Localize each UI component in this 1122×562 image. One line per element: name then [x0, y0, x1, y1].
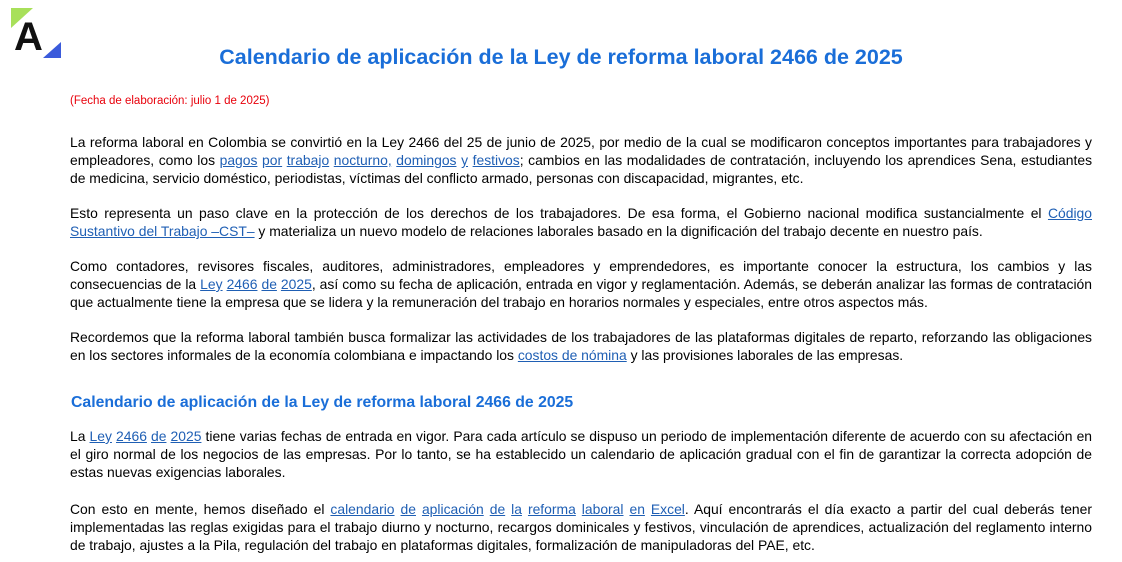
link-codigo-sustantivo[interactable]: Código Sustantivo del Trabajo –CST–: [70, 205, 1092, 239]
link-la[interactable]: la: [511, 501, 522, 517]
link-ley[interactable]: Ley: [200, 276, 223, 292]
link-pagos[interactable]: pagos: [219, 152, 258, 168]
link-de[interactable]: de: [400, 501, 416, 517]
link-trabajo[interactable]: trabajo: [286, 152, 330, 168]
elaboration-date: (Fecha de elaboración: julio 1 de 2025): [70, 95, 270, 107]
link-ley[interactable]: Ley: [89, 428, 112, 444]
link-de[interactable]: de: [151, 428, 167, 444]
link-calendario[interactable]: calendario: [330, 501, 395, 517]
link-2466[interactable]: 2466: [226, 276, 258, 292]
link-reforma[interactable]: reforma: [527, 501, 576, 517]
link-de[interactable]: de: [261, 276, 277, 292]
link-nocturno[interactable]: nocturno,: [333, 152, 392, 168]
platforms-paragraph: Recordemos que la reforma laboral también busca formalizar las actividades de los trabajadores de las plataformas digitales de reparto, reforzando las obligaciones en los sectores informales de la economía colombiana e impactando los costos de nómina y las provisiones laborales de las empresas.: [70, 329, 1092, 363]
link-por[interactable]: por: [262, 152, 283, 168]
link-en[interactable]: en: [629, 501, 645, 517]
link-domingos[interactable]: domingos: [396, 152, 457, 168]
link-y[interactable]: y: [461, 152, 469, 168]
link-costos-nomina[interactable]: costos de nómina: [517, 347, 627, 363]
link-2025[interactable]: 2025: [170, 428, 202, 444]
excel-calendar-paragraph: Con esto en mente, hemos diseñado el calendario de aplicación de la reforma laboral en Excel. Aquí encontrarás el día exacto a partir del cual deberás tener implementadas las reglas exigidas para el trabajo diurno y nocturno, recargos dominicales y festivos, vinculación de aprendices, actualización del reglamento interno de trabajo, ajustes a la Pila, regulación del trabajo en plataformas digitales, formalización de manipuladoras del PAE, etc.: [70, 501, 1093, 553]
link-laboral[interactable]: laboral: [581, 501, 624, 517]
link-festivos[interactable]: festivos: [472, 152, 520, 168]
link-excel[interactable]: Excel: [650, 501, 685, 517]
section-heading: Calendario de aplicación de la Ley de reforma laboral 2466 de 2025: [71, 394, 574, 411]
link-2466[interactable]: 2466: [116, 428, 147, 444]
link-aplicacion[interactable]: aplicación: [421, 501, 484, 517]
link-2025[interactable]: 2025: [280, 276, 312, 292]
page-title: Calendario de aplicación de la Ley de reforma laboral 2466 de 2025: [219, 45, 903, 69]
dates-paragraph: La Ley 2466 de 2025 tiene varias fechas de entrada en vigor. Para cada artículo se dispuso un periodo de implementación diferente de acuerdo con su afectación en el giro normal de los negocios de las empresas. Por lo tanto, se ha establecido un calendario de aplicación gradual con el fin de garantizar la correcta adopción de estas nuevas exigencias laborales.: [70, 428, 1093, 480]
link-de[interactable]: de: [489, 501, 506, 517]
logo-letter: A: [14, 15, 43, 58]
intro-paragraph: La reforma laboral en Colombia se convirtió en la Ley 2466 del 25 de junio de 2025, por medio de la cual se modificaron conceptos importantes para trabajadores y empleadores, como los pagos por trabajo nocturno, domingos y festivos; cambios en las modalidades de contratación, incluyendo los aprendices Sena, estudiantes de medicina, servicio doméstico, periodistas, víctimas del conflicto armado, personas con discapacidad, migrantes, etc.: [70, 134, 1093, 186]
professionals-paragraph: Como contadores, revisores fiscales, auditores, administradores, empleadores y emprendedores, es importante conocer la estructura, los cambios y las consecuencias de la Ley 2466 de 2025, así como su fecha de aplicación, entrada en vigor y reglamentación. Además, se deberán analizar las formas de contratación que actualmente tiene la empresa que se lidera y la remuneración del trabajo en horarios normales y especiales, entre otros aspectos más.: [70, 258, 1093, 310]
rights-paragraph: Esto representa un paso clave en la protección de los derechos de los trabajadores. De esa forma, el Gobierno nacional modifica sustancialmente el Código Sustantivo del Trabajo –CST– y materializa un nuevo modelo de relaciones laborales basado en la dignificación del trabajo decente en nuestro país.: [70, 205, 1092, 239]
